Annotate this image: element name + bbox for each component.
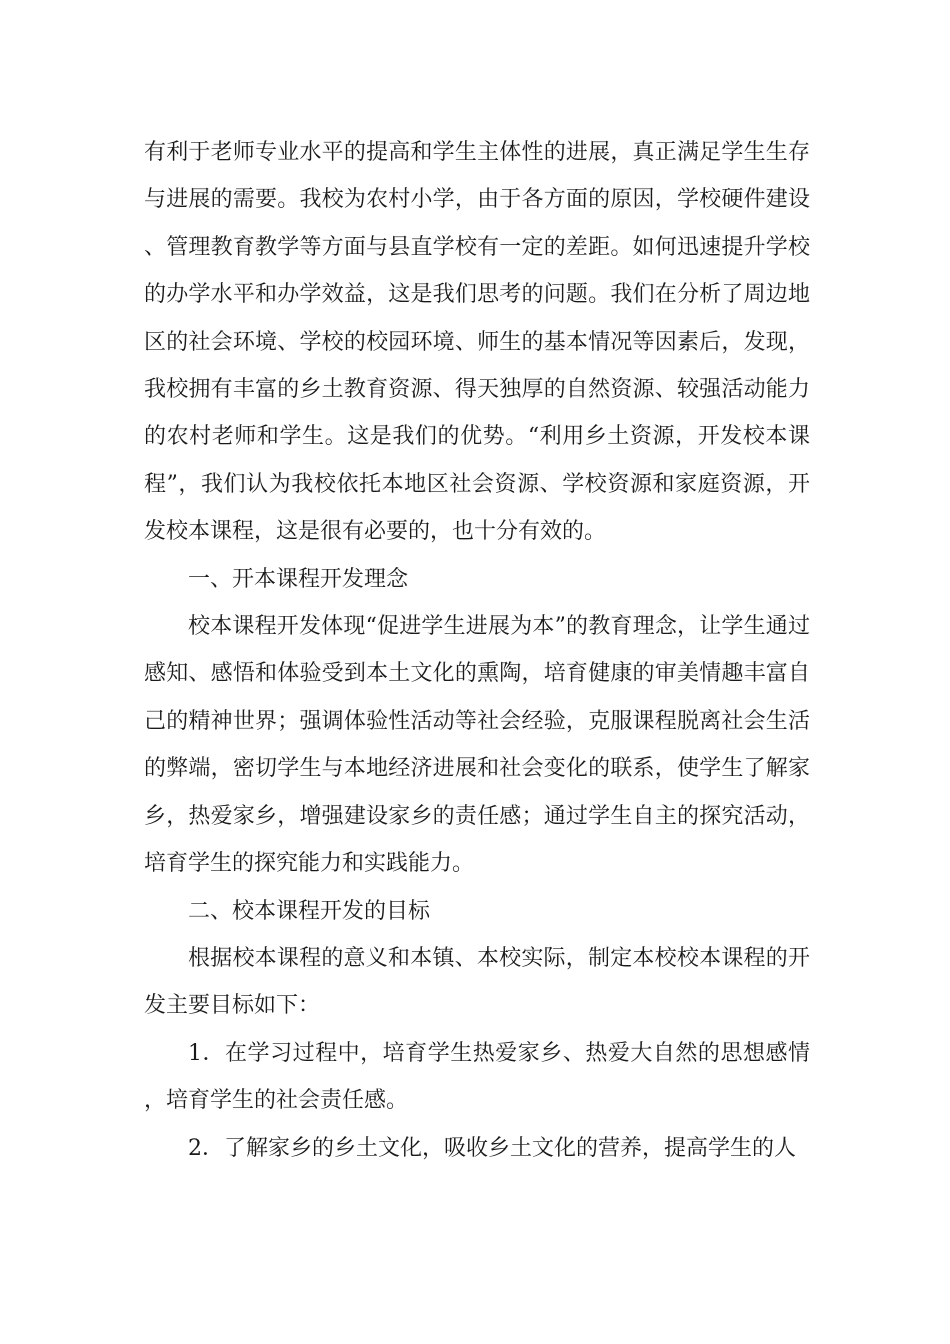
paragraph-section-1: 校本课程开发体现“促进学生进展为本”的教育理念，让学生通过感知、感悟和体验受到本土文化的熏陶，培育健康的审美情趣丰富自己的精神世界；强调体验性活动等社会经验，克服课程脱离社会生活的弊端，密切学生与本地经济进展和社会变化的联系，使学生了解家乡，热爱家乡，增强建设家乡的责任感；通过学生自主的探究活动，培育学生的探究能力和实践能力。 bbox=[144, 614, 810, 877]
list-item-goal-1: 1．在学习过程中，培育学生热爱家乡、热爱大自然的思想感情，培育学生的社会责任感。 bbox=[144, 1040, 810, 1114]
document-body bbox=[144, 129, 810, 1172]
heading-section-2: 二、校本课程开发的目标 bbox=[188, 898, 431, 924]
paragraph-section-2: 根据校本课程的意义和本镇、本校实际，制定本校校本课程的开发主要目标如下： bbox=[144, 945, 810, 1019]
list-item-goal-2: 2．了解家乡的乡土文化，吸收乡土文化的营养，提高学生的人 bbox=[188, 1135, 796, 1161]
paragraph-intro: 有利于老师专业水平的提高和学生主体性的进展，真正满足学生生存与进展的需要。我校为农村小学，由于各方面的原因，学校硬件建设、管理教育教学等方面与县直学校有一定的差距。如何迅速提升学校的办学水平和办学效益，这是我们思考的问题。我们在分析了周边地区的社会环境、学校的校园环境、师生的基本情况等因素后，发现，我校拥有丰富的乡土教育资源、得天独厚的自然资源、较强活动能力的农村老师和学生。这是我们的优势。“利用乡土资源，开发校本课程”，我们认为我校依托本地区社会资源、学校资源和家庭资源，开发校本课程，这是很有必要的，也十分有效的。 bbox=[144, 140, 810, 545]
heading-section-1: 一、开本课程开发理念 bbox=[188, 566, 409, 592]
